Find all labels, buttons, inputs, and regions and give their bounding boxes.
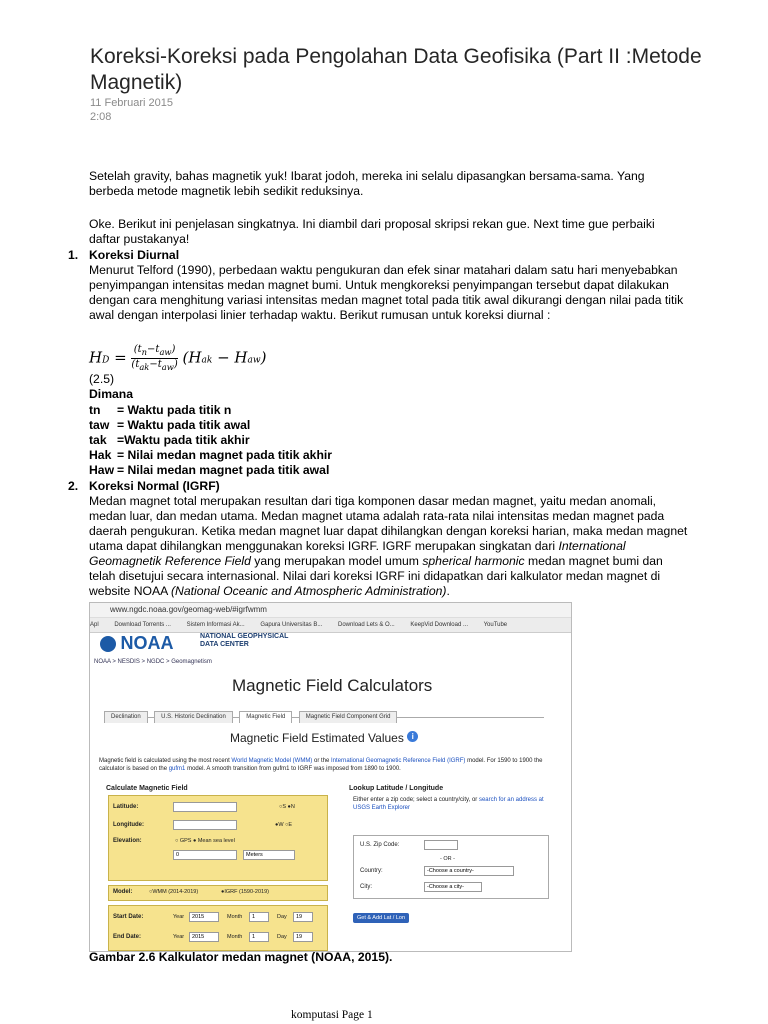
bookmarks-bar xyxy=(90,618,571,633)
lookup-text: Either enter a zip code; select a country/city, or xyxy=(353,797,479,803)
info-icon: i xyxy=(407,731,418,742)
definition-row xyxy=(89,403,332,418)
wmm-link: World Magnetic Model (WMM) xyxy=(231,758,313,764)
longitude-label: Longitude: xyxy=(113,822,144,828)
bookmark-item: Download Torrents ... xyxy=(114,622,171,628)
start-month-select: 1 xyxy=(249,912,269,922)
definition-desc: = Waktu pada titik n xyxy=(117,403,232,417)
definition-list xyxy=(89,403,332,478)
noaa-screenshot xyxy=(89,602,572,952)
end-day-label: Day xyxy=(277,934,287,940)
time-text: 2:08 xyxy=(90,111,112,123)
end-date-label: End Date: xyxy=(113,934,142,940)
bookmark-item: YouTube xyxy=(483,622,508,628)
intro-paragraph-1: Setelah gravity, bahas magnetik yuk! Ibarat jodoh, mereka ini selalu dipasangkan bersama-sama. Yang berbeda metode magnetik lebih sedikit reduksinya. xyxy=(89,169,645,198)
definition-desc: = Nilai medan magnet pada titik awal xyxy=(117,463,330,477)
latitude-hemisphere: ○S ●N xyxy=(279,804,295,810)
zip-label: U.S. Zip Code: xyxy=(360,842,400,848)
definition-desc: = Waktu pada titik awal xyxy=(117,418,251,432)
estimated-values-heading xyxy=(230,731,418,745)
definition-desc: =Waktu pada titik akhir xyxy=(117,433,250,447)
longitude-input xyxy=(173,820,237,830)
usgs-link: search for an address at USGS Earth Explorer xyxy=(353,797,544,811)
start-month-label: Month xyxy=(227,914,243,920)
model-wmm: ○WMM (2014-2019) xyxy=(149,889,199,895)
equation-number: (2.5) xyxy=(89,372,115,386)
section-2-text xyxy=(89,494,689,599)
date-text: 11 Februari 2015 xyxy=(90,97,173,109)
section-2-text-c: medan magnet bumi dan telah disetujui secara internasional. Nilai dari koreksi IGRF ini didapatkan dari kalkulator medan magnet di website NOAA xyxy=(89,554,663,598)
section-2-italic-2: spherical harmonic xyxy=(422,554,525,568)
location-box xyxy=(108,795,328,881)
section-2-text-d: . xyxy=(446,584,450,598)
start-year-label: Year xyxy=(173,914,185,920)
estimated-values-title: Magnetic Field Estimated Values xyxy=(230,731,404,745)
bookmark-item: Download Lets & O... xyxy=(338,622,395,628)
lookup-heading: Lookup Latitude / Longitude xyxy=(349,785,444,792)
elevation-reference: ○ GPS ● Mean sea level xyxy=(175,838,235,844)
model-label: Model: xyxy=(113,889,133,895)
start-date-label: Start Date: xyxy=(113,914,144,920)
diurnal-formula: HD = $\frac{(t_n-t_{aw})}{(t_{ak}-t_{aw})}$ (Hak − Haw) xyxy=(89,344,267,372)
bookmark-item: Sistem Informasi Ak... xyxy=(186,622,245,628)
section-2-italic-3: (National Oceanic and Atmospheric Administration) xyxy=(170,584,447,598)
definition-row xyxy=(89,463,332,478)
start-year-select: 2015 xyxy=(189,912,219,922)
definition-row xyxy=(89,433,332,448)
breadcrumb: NOAA > NESDIS > NGDC > Geomagnetism xyxy=(94,659,212,665)
section-1-text: Menurut Telford (1990), perbedaan waktu pengukuran dan efek sinar matahari dalam satu hari menyebabkan penyimpangan intensitas medan magnet bumi. Untuk mengkoreksi penyimpangan tersebut dapat dilakukan dengan cara menghitung variasi intensitas medan magnet total pada titik awal dikurangi dengan nilai pada titik awal dengan interpolasi linier terhadap waktu. Berikut rumusan untuk koreksi diurnal : xyxy=(89,263,684,322)
desc-text: or the xyxy=(312,758,331,764)
definition-symbol: tak xyxy=(89,433,107,447)
noaa-logo xyxy=(100,633,173,654)
desc-text: Magnetic field is calculated using the most recent xyxy=(99,758,232,764)
calculator-tabs xyxy=(104,705,544,718)
tab-magnetic-field: Magnetic Field xyxy=(239,711,292,723)
post-date xyxy=(90,96,173,124)
tab-historic-declination: U.S. Historic Declination xyxy=(154,711,233,723)
page-title: Koreksi-Koreksi pada Pengolahan Data Geofisika (Part II :Metode Magnetik) xyxy=(90,45,702,94)
definition-symbol: tn xyxy=(89,403,101,417)
model-box xyxy=(108,885,328,901)
section-1-heading: Koreksi Diurnal xyxy=(89,248,180,262)
section-2-text-b: yang merupakan model umum xyxy=(250,554,423,568)
section-2-heading: Koreksi Normal (IGRF) xyxy=(89,479,220,493)
city-select: -Choose a city- xyxy=(424,882,482,892)
intro-paragraph-2: Oke. Berikut ini penjelasan singkatnya. Ini diambil dari proposal skripsi rekan gue. Next time gue perbaiki daftar pustakanya! xyxy=(89,217,655,246)
definition-row xyxy=(89,418,332,433)
bookmark-item: Gapura Universitas B... xyxy=(260,622,323,628)
definition-symbol: Haw xyxy=(89,463,115,477)
end-day-select: 19 xyxy=(293,932,313,942)
zip-input xyxy=(424,840,458,850)
noaa-emblem-icon xyxy=(100,636,116,652)
definition-symbol: taw xyxy=(89,418,110,432)
desc-text: model. A smooth transition from gufm1 to IGRF was imposed from 1890 to 1900. xyxy=(185,766,401,772)
date-box xyxy=(108,905,328,951)
address-bar xyxy=(90,603,571,618)
calculator-title: Magnetic Field Calculators xyxy=(232,676,433,695)
page-footer: komputasi Page 1 xyxy=(291,1009,373,1021)
section-2-italic-1: International Geomagnetik Reference Field xyxy=(89,539,626,568)
lookup-panel xyxy=(347,781,565,949)
address-text: www.ngdc.noaa.gov/geomag-web/#igrfwmm xyxy=(110,605,267,614)
or-label: - OR - xyxy=(440,856,455,862)
elevation-input: 0 xyxy=(173,850,237,860)
bookmark-item: KeepVid Download ... xyxy=(410,622,468,628)
start-day-label: Day xyxy=(277,914,287,920)
latitude-input xyxy=(173,802,237,812)
tab-component-grid: Magnetic Field Component Grid xyxy=(299,711,398,723)
elevation-unit-select: Meters xyxy=(243,850,295,860)
city-label: City: xyxy=(360,884,372,890)
igrf-link: International Geomagnetic Reference Field (IGRF) xyxy=(331,758,466,764)
definition-desc: = Nilai medan magnet pada titik akhir xyxy=(117,448,333,462)
section-1-number: 1. xyxy=(68,248,79,262)
tab-declination: Declination xyxy=(104,711,148,723)
definition-row xyxy=(89,448,332,463)
calculator-description xyxy=(99,757,565,773)
ngdc-name xyxy=(200,633,288,649)
ngdc-line-2: DATA CENTER xyxy=(200,641,249,648)
longitude-hemisphere: ●W ○E xyxy=(275,822,293,828)
end-month-select: 1 xyxy=(249,932,269,942)
end-year-label: Year xyxy=(173,934,185,940)
end-month-label: Month xyxy=(227,934,243,940)
bookmark-item: Apl xyxy=(90,622,99,628)
gufm1-link: gufm1 xyxy=(168,766,186,772)
figure-caption: Gambar 2.6 Kalkulator medan magnet (NOAA, 2015). xyxy=(89,950,393,964)
elevation-label: Elevation: xyxy=(113,838,142,844)
country-label: Country: xyxy=(360,868,383,874)
lookup-form xyxy=(353,835,549,899)
section-2-text-a: Medan magnet total merupakan resultan dari tiga komponen dasar medan magnet, yaitu medan anomali, medan luar, dan medan utama. Medan magnet utama adalah rata-rata nilai intensitas medan magnet pada daerah pengukuran. Ketika medan magnet luar dapat dihilangkan dengan koreksi harian, maka medan magnet utama dapat dihilangkan menggunakan koreksi IGRF. IGRF merupakan singkatan dari xyxy=(89,494,688,553)
definition-symbol: Hak xyxy=(89,448,112,462)
ngdc-line-1: NATIONAL GEOPHYSICAL xyxy=(200,633,289,640)
country-select: -Choose a country- xyxy=(424,866,514,876)
desc-text: model. For 1590 to 1900 the calculator is based on the xyxy=(99,758,543,772)
calculate-panel xyxy=(99,781,330,949)
lookup-description xyxy=(353,796,553,812)
noaa-wordmark: NOAA xyxy=(120,633,174,653)
latitude-label: Latitude: xyxy=(113,804,139,810)
start-day-select: 19 xyxy=(293,912,313,922)
calculate-heading: Calculate Magnetic Field xyxy=(106,785,188,792)
section-2-number: 2. xyxy=(68,479,79,493)
model-igrf: ●IGRF (1590-2019) xyxy=(221,889,269,895)
end-year-select: 2015 xyxy=(189,932,219,942)
add-lat-lon-button: Get & Add Lat / Lon xyxy=(353,913,409,923)
dimana-label: Dimana xyxy=(89,387,134,401)
